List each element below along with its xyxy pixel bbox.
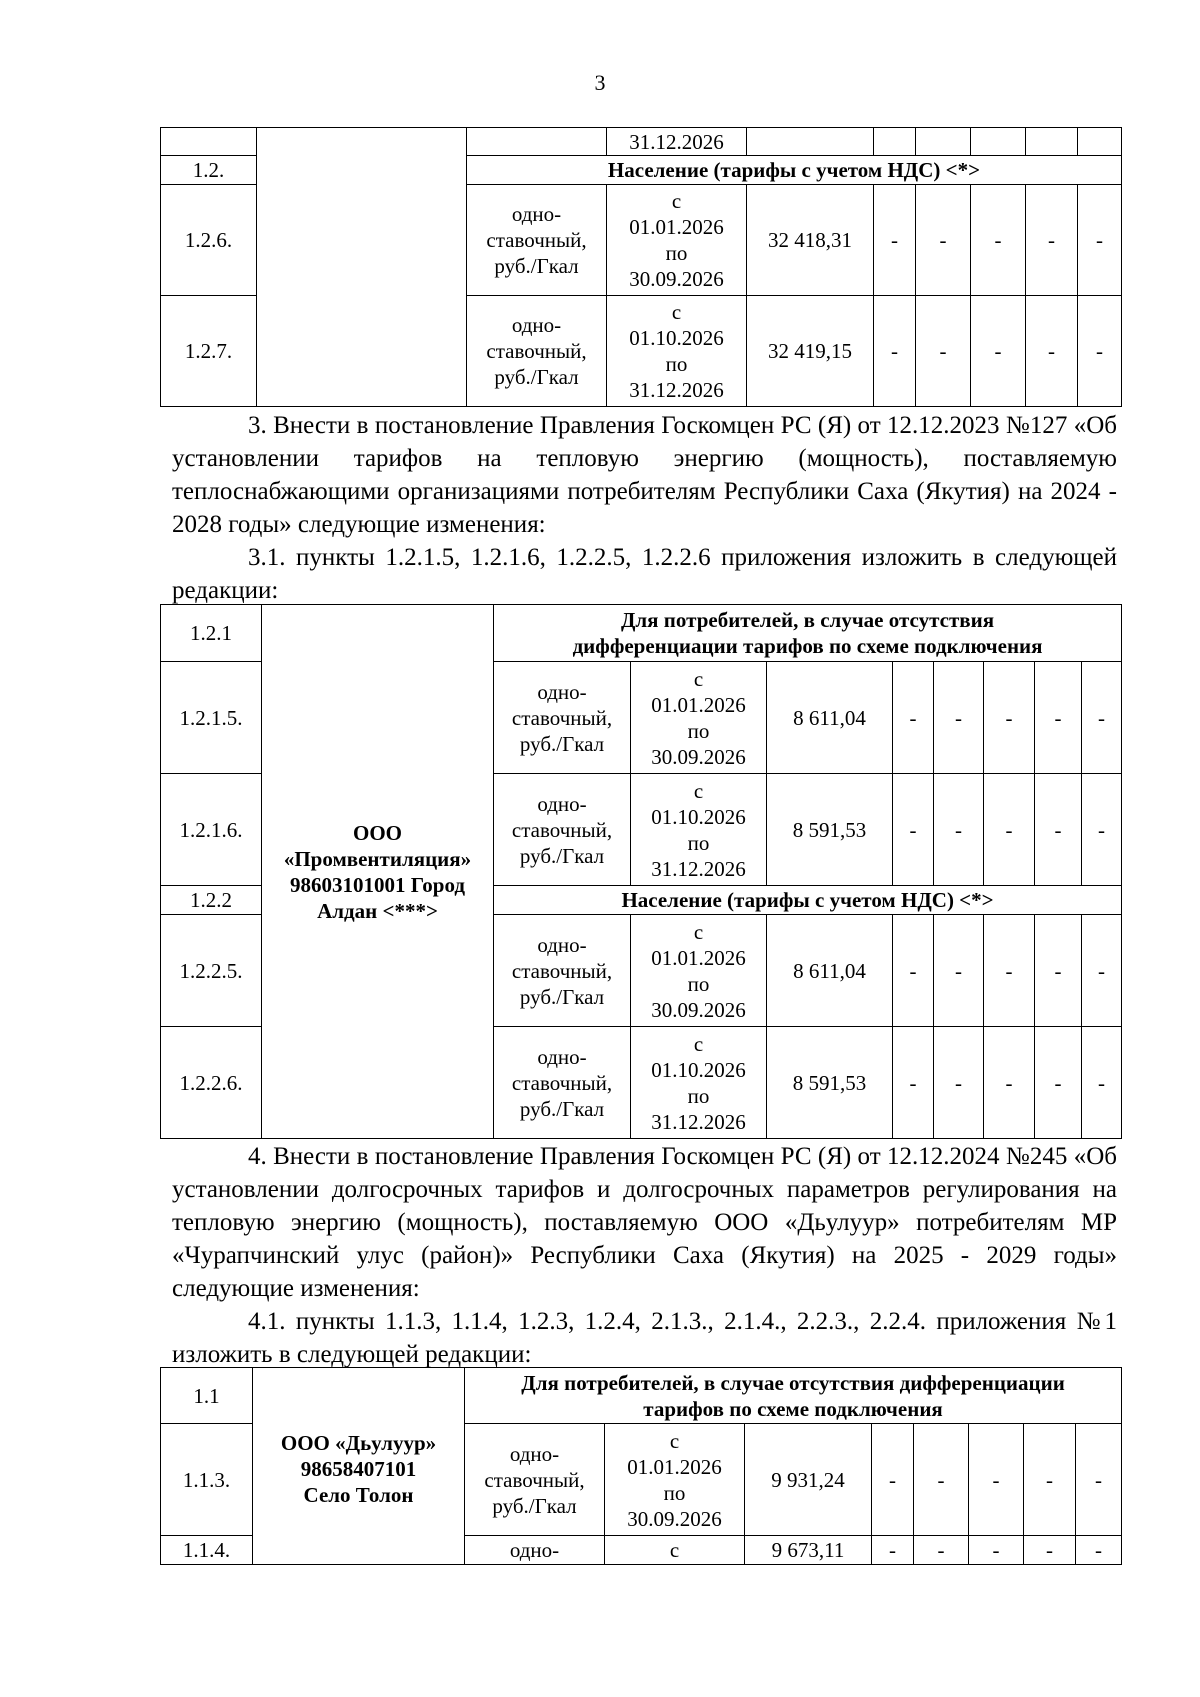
- organization-cell: [253, 1368, 465, 1565]
- rate-type-line: ставочный,: [511, 1070, 613, 1095]
- rate-type-line: руб./Гкал: [519, 843, 605, 868]
- cell: [747, 128, 874, 156]
- rate-type: одно-: [465, 1536, 605, 1565]
- rate-type-line: руб./Гкал: [519, 984, 605, 1009]
- rate-type-line: одно-: [537, 791, 587, 816]
- period-line: 01.01.2026: [651, 692, 746, 717]
- rate-type-line: одно-: [511, 313, 562, 337]
- tariff-value: 8 611,04: [767, 915, 893, 1027]
- period: [605, 1424, 745, 1536]
- tariff-value: 8 591,53: [767, 774, 893, 886]
- dash-cell: -: [1078, 185, 1122, 296]
- dash-cell: -: [874, 296, 916, 407]
- dash-cell: -: [984, 1027, 1035, 1139]
- cell: [1078, 128, 1122, 156]
- section-title: [494, 605, 1122, 662]
- tariff-table-1: [160, 127, 1122, 407]
- row-number: 1.2.1.6.: [161, 774, 262, 886]
- rate-type: [467, 296, 607, 407]
- row-number: 1.2.6.: [161, 185, 257, 296]
- rate-type-line: ставочный,: [511, 958, 613, 983]
- row-number: 1.2.2.6.: [161, 1027, 262, 1139]
- section-number: 1.2.: [161, 156, 257, 185]
- dash-cell: -: [1035, 662, 1082, 774]
- period-line: с: [693, 1031, 704, 1056]
- row-number: 1.2.1.5.: [161, 662, 262, 774]
- dash-cell: -: [893, 662, 934, 774]
- dash-cell: -: [1082, 915, 1122, 1027]
- section-title: [465, 1368, 1122, 1424]
- period-line: с: [693, 919, 704, 944]
- tariff-value: 9 931,24: [745, 1424, 872, 1536]
- tariff-value: 8 611,04: [767, 662, 893, 774]
- rate-type-line: ставочный,: [486, 228, 587, 252]
- dash-cell: -: [1035, 1027, 1082, 1139]
- dash-cell: -: [1024, 1536, 1076, 1565]
- period-line: с: [669, 1428, 680, 1453]
- period: [607, 185, 747, 296]
- dash-cell: -: [969, 1536, 1024, 1565]
- dash-cell: -: [934, 774, 984, 886]
- dash-cell: -: [1035, 774, 1082, 886]
- rate-type-line: одно-: [509, 1441, 560, 1466]
- paragraph-4-1: 4.1. пункты 1.1.3, 1.1.4, 1.2.3, 1.2.4, 2.1.3., 2.1.4., 2.2.3., 2.2.4. приложения №1 изложить в следующей редакции:: [172, 1308, 1117, 1368]
- period-line: 01.01.2026: [629, 215, 724, 239]
- dash-cell: -: [971, 296, 1026, 407]
- rate-type-line: одно-: [511, 202, 562, 226]
- period-line: 01.01.2026: [627, 1454, 722, 1479]
- tariff-table-2: [160, 604, 1122, 1139]
- period-line: 01.10.2026: [629, 326, 724, 350]
- dash-cell: -: [984, 662, 1035, 774]
- period: [631, 915, 767, 1027]
- period-line: по: [663, 1480, 686, 1505]
- dash-cell: -: [1082, 662, 1122, 774]
- dash-cell: -: [872, 1536, 914, 1565]
- rate-type: [494, 662, 631, 774]
- rate-type-line: ставочный,: [511, 817, 613, 842]
- rate-type: [494, 1027, 631, 1139]
- row-number: 1.1.3.: [161, 1424, 253, 1536]
- row-number: 1.2.7.: [161, 296, 257, 407]
- cell: [916, 128, 971, 156]
- dash-cell: -: [1026, 296, 1078, 407]
- tariff-table-3: [160, 1367, 1122, 1565]
- tariff-value: 32 418,31: [747, 185, 874, 296]
- tariff-value: 9 673,11: [745, 1536, 872, 1565]
- rate-type-line: ставочный,: [486, 339, 587, 363]
- org-cell: [257, 128, 467, 407]
- period-line: 31.12.2026: [629, 378, 724, 402]
- period-line: с: [693, 778, 704, 803]
- section-title-line: Для потребителей, в случае отсутствия: [620, 608, 995, 632]
- dash-cell: -: [893, 1027, 934, 1139]
- rate-type: [467, 185, 607, 296]
- dash-cell: -: [934, 662, 984, 774]
- period-line: по: [687, 1083, 710, 1108]
- dash-cell: -: [914, 1536, 969, 1565]
- section-title-line: дифференциации тарифов по схеме подключения: [572, 634, 1043, 658]
- section-number: 1.2.2: [161, 886, 262, 915]
- period-line: по: [687, 971, 710, 996]
- dash-cell: -: [1035, 915, 1082, 1027]
- cell: [971, 128, 1026, 156]
- rate-type-line: ставочный,: [484, 1467, 585, 1492]
- paragraph-4: 4. Внести в постановление Правления Госкомцен РС (Я) от 12.12.2024 №245 «Об установлении долгосрочных тарифов и долгосрочных параметров регулирования на тепловую энергию (мощность), поставляемую ООО «Дьулуур» потребителям МР «Чурапчинский улус (район)» Республики Саха (Якутия) на 2025 - 2029 годы» следующие изменения:: [172, 1143, 1117, 1302]
- period: [631, 1027, 767, 1139]
- dash-cell: -: [984, 915, 1035, 1027]
- cell: [874, 128, 916, 156]
- dash-cell: -: [1076, 1536, 1122, 1565]
- cell: [1026, 128, 1078, 156]
- rate-type-line: руб./Гкал: [494, 254, 579, 278]
- period-end-cell: 31.12.2026: [607, 128, 747, 156]
- org-line: Село Толон: [303, 1483, 414, 1507]
- dash-cell: -: [914, 1424, 969, 1536]
- section-title-line: Для потребителей, в случае отсутствия дифференциации: [521, 1370, 1065, 1395]
- period-line: с: [671, 300, 682, 324]
- row-number: 1.2.2.5.: [161, 915, 262, 1027]
- period-line: по: [687, 718, 710, 743]
- section-title-line: тарифов по схеме подключения: [643, 1396, 943, 1421]
- org-line: ООО «Дьулуур»: [280, 1431, 437, 1455]
- period: [607, 296, 747, 407]
- section-number: 1.2.1: [161, 605, 262, 662]
- period-line: с: [671, 189, 682, 213]
- period: с: [605, 1536, 745, 1565]
- paragraph-3: 3. Внести в постановление Правления Госкомцен РС (Я) от 12.12.2023 №127 «Об установлении тарифов на тепловую энергию (мощность), поставляемую теплоснабжающими организациями потребителям Республики Саха (Якутия) на 2024 - 2028 годы» следующие изменения:: [172, 412, 1117, 538]
- period-line: 30.09.2026: [651, 744, 746, 769]
- period-line: 30.09.2026: [651, 997, 746, 1022]
- org-line: 98603101001 Город: [290, 872, 465, 897]
- period-line: с: [693, 666, 704, 691]
- dash-cell: -: [1026, 185, 1078, 296]
- dash-cell: -: [916, 296, 971, 407]
- rate-type-line: одно-: [537, 679, 587, 704]
- period-line: по: [665, 241, 688, 265]
- cell: [467, 128, 607, 156]
- org-line: Алдан <***>: [317, 898, 438, 923]
- dash-cell: -: [934, 915, 984, 1027]
- period-line: 01.10.2026: [651, 1057, 746, 1082]
- dash-cell: -: [874, 185, 916, 296]
- dash-cell: -: [1024, 1424, 1076, 1536]
- rate-type: [494, 774, 631, 886]
- section-title: Население (тарифы с учетом НДС) <*>: [467, 156, 1122, 185]
- org-line: «Промвентиляция»: [283, 846, 472, 871]
- rate-type-line: ставочный,: [511, 705, 613, 730]
- rate-type: [494, 915, 631, 1027]
- period-line: 31.12.2026: [651, 1109, 746, 1134]
- rate-type-line: руб./Гкал: [519, 1096, 605, 1121]
- page-number: 3: [594, 70, 606, 95]
- dash-cell: -: [893, 774, 934, 886]
- dash-cell: -: [1078, 296, 1122, 407]
- period-line: по: [687, 830, 710, 855]
- dash-cell: -: [1082, 1027, 1122, 1139]
- tariff-value: 8 591,53: [767, 1027, 893, 1139]
- dash-cell: -: [1076, 1424, 1122, 1536]
- rate-type-line: руб./Гкал: [494, 365, 579, 389]
- dash-cell: -: [984, 774, 1035, 886]
- period: [631, 774, 767, 886]
- period-line: 30.09.2026: [627, 1506, 722, 1531]
- dash-cell: -: [971, 185, 1026, 296]
- rate-type-line: одно-: [537, 1044, 587, 1069]
- period: [631, 662, 767, 774]
- rate-type-line: руб./Гкал: [519, 731, 605, 756]
- rate-type: [465, 1424, 605, 1536]
- dash-cell: -: [969, 1424, 1024, 1536]
- rate-type-line: одно-: [537, 932, 587, 957]
- cell: [161, 128, 257, 156]
- dash-cell: -: [872, 1424, 914, 1536]
- paragraph-3-1: 3.1. пункты 1.2.1.5, 1.2.1.6, 1.2.2.5, 1.2.2.6 приложения изложить в следующей редакции:: [172, 544, 1117, 604]
- dash-cell: -: [893, 915, 934, 1027]
- tariff-value: 32 419,15: [747, 296, 874, 407]
- period-line: 30.09.2026: [629, 267, 724, 291]
- section-number: 1.1: [161, 1368, 253, 1424]
- period-line: 01.10.2026: [651, 804, 746, 829]
- organization-cell: [262, 605, 494, 1139]
- row-number: 1.1.4.: [161, 1536, 253, 1565]
- period-line: 31.12.2026: [651, 856, 746, 881]
- section-title: Население (тарифы с учетом НДС) <*>: [494, 886, 1122, 915]
- dash-cell: -: [916, 185, 971, 296]
- period-line: по: [665, 352, 688, 376]
- org-line: 98658407101: [300, 1457, 417, 1481]
- rate-type-line: руб./Гкал: [492, 1493, 577, 1518]
- period-line: 01.01.2026: [651, 945, 746, 970]
- dash-cell: -: [1082, 774, 1122, 886]
- dash-cell: -: [934, 1027, 984, 1139]
- org-line: ООО: [352, 820, 402, 845]
